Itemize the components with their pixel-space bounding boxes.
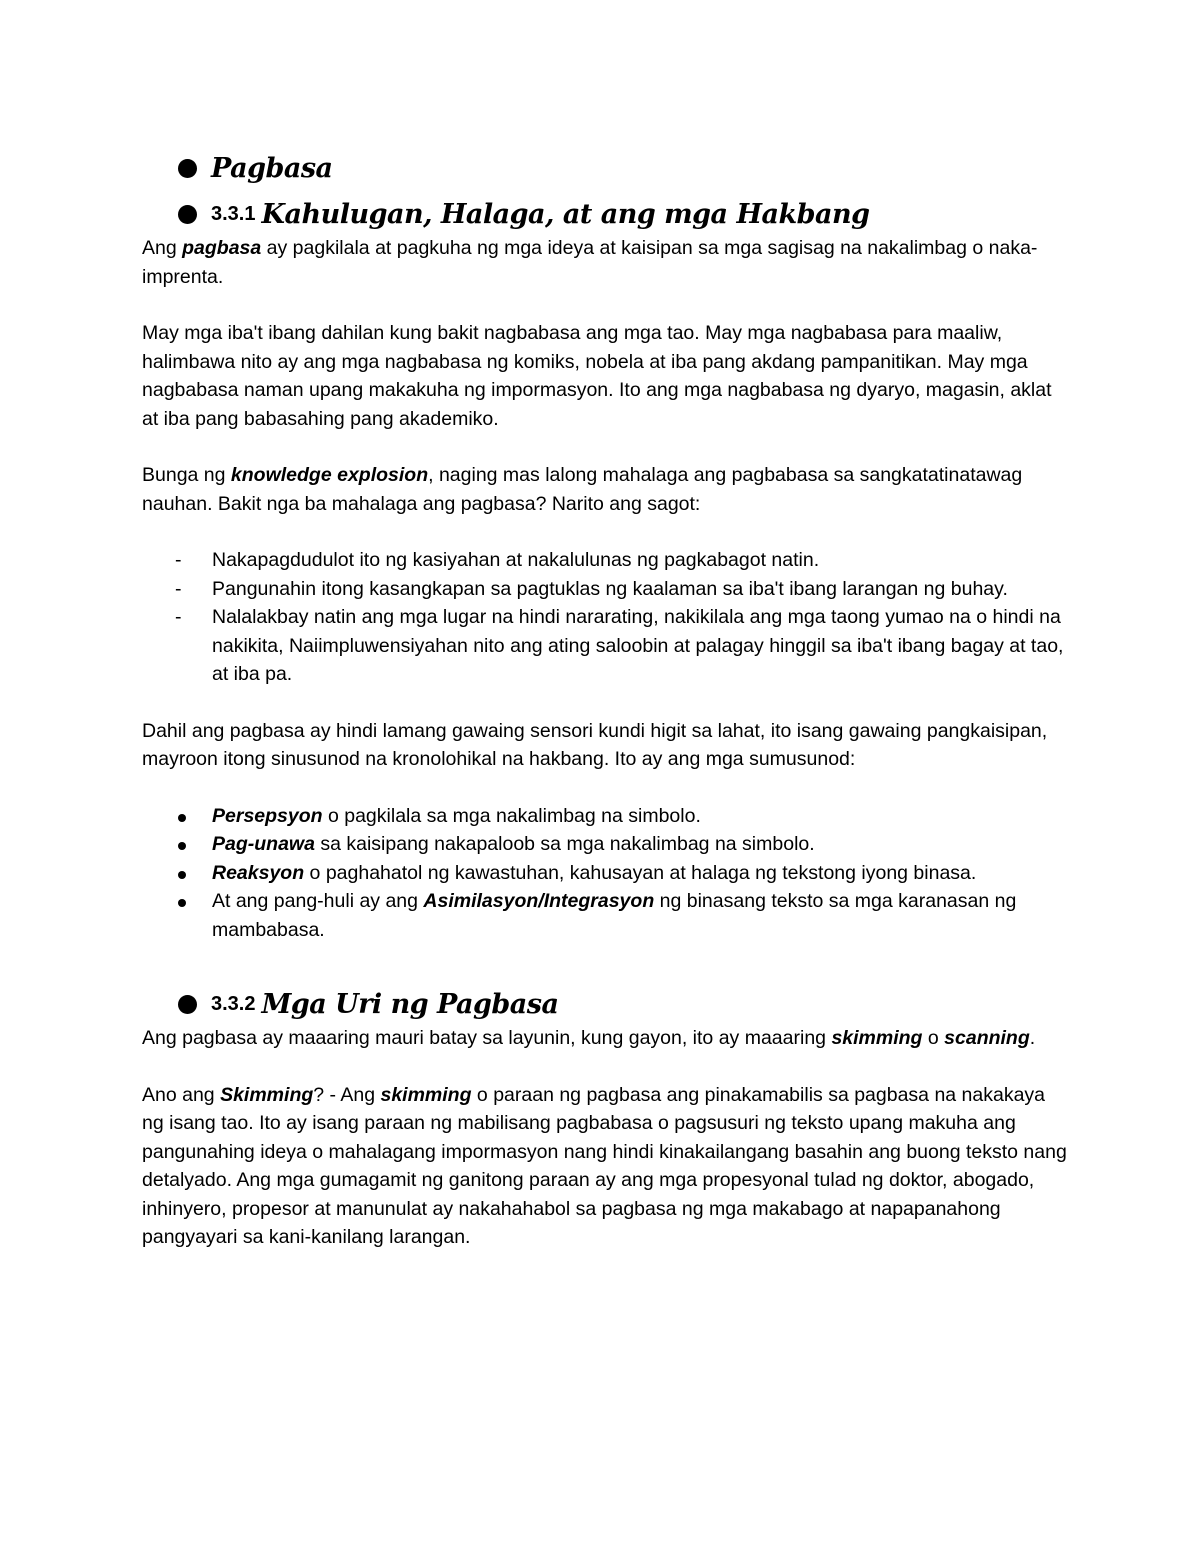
heading-mga-uri [178, 984, 1072, 1024]
list-item-text: Nakapagdudulot ito ng kasiyahan at nakalulunas ng pagkabagot natin. [212, 549, 820, 571]
dash-icon: - [175, 606, 182, 628]
bullet-icon [178, 899, 186, 907]
dash-icon: - [175, 549, 182, 571]
document-page [142, 148, 1072, 1252]
list-item [142, 802, 1072, 831]
heading-kahulugan [178, 194, 1072, 234]
heading-text: Kahulugan, Halaga, at ang mga Hakbang [261, 198, 870, 230]
bullet-dot-icon [178, 995, 197, 1014]
bullet-dot-icon [178, 159, 197, 178]
text-run: Ang pagbasa ay maaaring mauri batay sa layunin, kung gayon, ito ay maaaring [142, 1027, 832, 1049]
text-run: Ang [142, 237, 183, 259]
paragraph-skimming [142, 1081, 1072, 1252]
emphasis-term: Pag-unawa [212, 833, 315, 855]
heading-text: Pagbasa [211, 152, 333, 184]
bullet-dot-icon [178, 205, 197, 224]
text-run: . [1029, 1027, 1036, 1049]
text-run: o paghahatol ng kawastuhan, kahusayan at halaga ng tekstong iyong binasa. [304, 861, 977, 884]
dash-list [142, 546, 1072, 689]
text-run: o pagkilala sa mga nakalimbag na simbolo. [322, 804, 701, 827]
emphasis-term: skimming [831, 1027, 923, 1049]
emphasis-term: Asimilasyon/Integrasyon [423, 890, 655, 912]
paragraph-hakbang: Dahil ang pagbasa ay hindi lamang gawaing sensori kundi higit sa lahat, ito isang gawaing pangkaisipan, mayroon itong sinusunod na kronolohikal na hakbang. Ito ay ang mga sumusunod: [142, 719, 1048, 770]
heading-number: 3.3.1 [211, 202, 256, 225]
text-run: ay pagkilala at pagkuha ng mga ideya at kaisipan sa mga sagisag na nakalimbag o naka-imprenta. [142, 237, 1038, 288]
emphasis-term: knowledge explosion [230, 464, 429, 486]
emphasis-term: scanning [944, 1027, 1030, 1049]
text-run: ng binasang teksto sa mga karanasan ng mambabasa. [212, 890, 1017, 941]
dash-icon: - [175, 577, 182, 600]
list-item [142, 859, 1072, 888]
list-item [142, 546, 1072, 575]
steps-list [142, 802, 1072, 945]
paragraph-reasons: May mga iba't ibang dahilan kung bakit nagbabasa ang mga tao. May mga nagbabasa para maaliw, halimbawa nito ay ang mga nagbabasa ng komiks, nobela at iba pang akdang pampanitikan. May mga nagbabasa naman upang makakuha ng impormasyon. Ito ang mga nagbabasa ng dyaryo, magasin, aklat at iba pang babasahing pang akademiko. [142, 322, 1052, 430]
list-item [142, 830, 1072, 859]
text-run: ? - Ang [313, 1083, 381, 1106]
list-item [142, 575, 1072, 604]
heading-pagbasa [178, 148, 1072, 188]
emphasis-term: Persepsyon [212, 804, 323, 827]
bullet-icon [178, 871, 186, 879]
emphasis-term: skimming [380, 1083, 472, 1106]
heading-text: Mga Uri ng Pagbasa [261, 988, 559, 1020]
list-item-text: Nalalakbay natin ang mga lugar na hindi nararating, nakikilala ang mga taong yumao na o hindi na nakikita, Naiimpluwensiyahan nito ang ating saloobin at palagay hinggil sa iba't ibang bagay at tao, at iba pa. [212, 606, 1064, 685]
text-run: o [922, 1027, 945, 1049]
paragraph-uri [142, 1024, 1072, 1053]
paragraph-definition [142, 234, 1072, 291]
text-run: o paraan ng pagbasa ang pinakamabilis sa pagbasa na nakakaya ng isang tao. Ito ay isang paraan ng mabilisang pagbabasa o pagsusuri ng teksto upang makuha ang pangunahing ideya o mahalagang impormasyon nang hindi kinakailangang basahin ang buong teksto nang detalyado. Ang mga gumagamit ng ganitong paraan ay ang mga propesyonal tulad ng doktor, abogado, inhinyero, propesor at manunulat ay nakahahabol sa pagbasa ng mga makabago at napapanahong pangyayari sa kani-kanilang larangan. [142, 1083, 1067, 1248]
emphasis-term: pagbasa [182, 237, 262, 259]
text-run: , naging mas lalong mahalaga ang pagbabasa sa sangkatatinatawag nauhan. Bakit nga ba mahalaga ang pagbasa? Narito ang sagot: [142, 464, 1023, 515]
list-item-text: Pangunahin itong kasangkapan sa pagtuklas ng kaalaman sa iba't ibang larangan ng buhay. [212, 577, 1008, 600]
text-run: At ang pang-huli ay ang [212, 890, 424, 912]
text-run: Ano ang [142, 1083, 221, 1106]
bullet-icon [178, 842, 186, 850]
list-item [142, 887, 1072, 944]
list-item [142, 603, 1072, 689]
bullet-icon [178, 814, 186, 822]
paragraph-knowledge-explosion [142, 461, 1072, 518]
heading-number: 3.3.2 [211, 992, 256, 1015]
text-run: sa kaisipang nakapaloob sa mga nakalimbag na simbolo. [314, 833, 815, 855]
emphasis-term: Skimming [220, 1083, 314, 1106]
emphasis-term: Reaksyon [212, 861, 305, 884]
text-run: Bunga ng [142, 464, 231, 486]
